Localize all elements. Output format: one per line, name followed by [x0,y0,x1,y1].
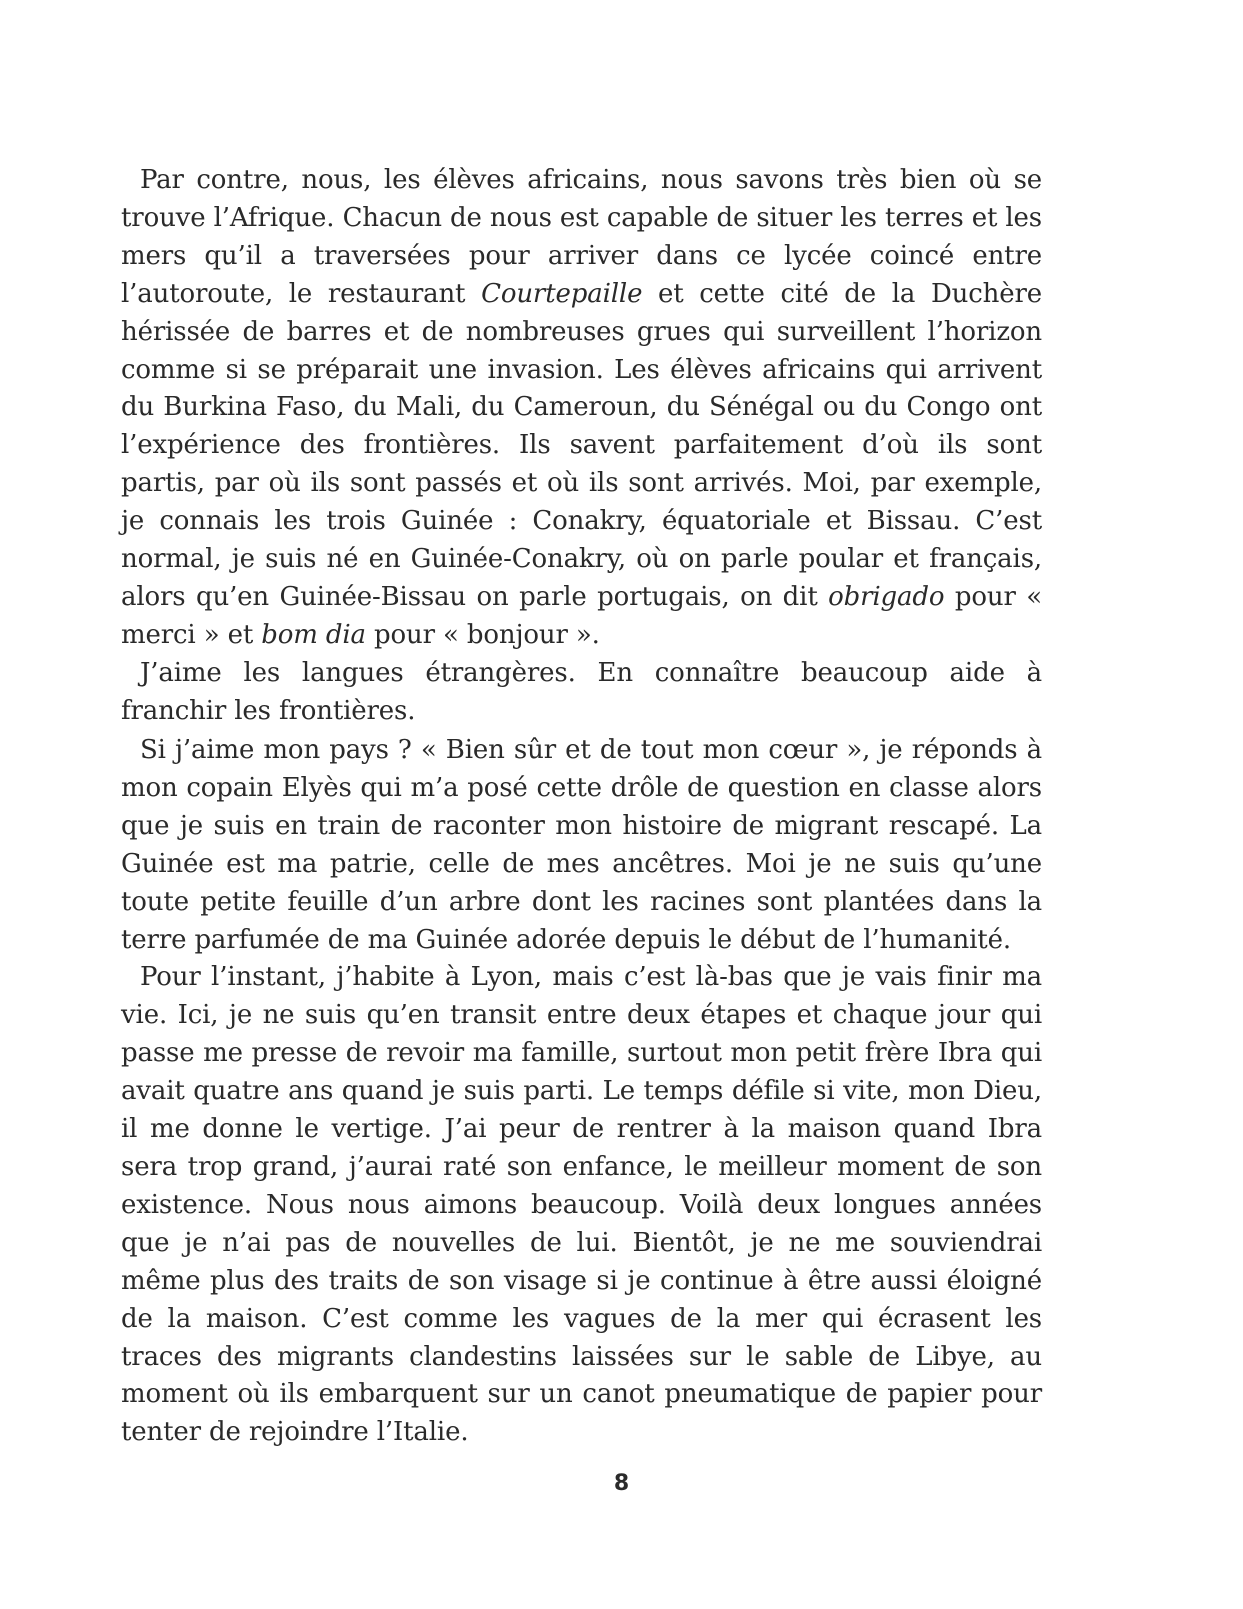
text-section-2 [121,732,1042,1452]
paragraph-text: pour « merci » et [121,581,1043,650]
paragraph: Pour l’instant, j’habite à Lyon, mais c’est là-bas que je vais finir ma vie. Ici, je ne suis qu’en transit entre deux étapes et chaque jour qui passe me presse de revoir ma famille, surtout mon petit frère Ibra qui avait quatre ans quand je suis parti. Le temps défile si vite, mon Dieu, il me donne le vertige. J’ai peur de rentrer à la maison quand Ibra sera trop grand, j’aurai raté son enfance, le meilleur moment de son existence. Nous nous aimons beaucoup. Voilà deux longues années que je n’ai pas de nouvelles de lui. Bientôt, je ne me souviendrai même plus des traits de son visage si je continue à être aussi éloigné de la maison. C’est comme les vagues de la mer qui écrasent les traces des migrants clandestins laissées sur le sable de Libye, au moment où ils embarquent sur un canot pneumatique de papier pour tenter de rejoindre l’Italie. [121,962,1042,1448]
paragraph-text: pour « bonjour ». [365,619,600,650]
page-number: 8 [613,1471,630,1496]
paragraph-text: Par contre, nous, les élèves africains, nous savons très bien où se trouve l’Afrique. Chacun de nous est capable de situer les terres et les mers qu’il a traversées pour arriver dans ce lycée coincé entre l’autoroute, le restaurant [121,165,1042,309]
italic-text: obrigado [828,581,945,612]
paragraph: J’aime les langues étrangères. En connaître beaucoup aide à franchir les frontières. [121,657,1042,726]
paragraph: Si j’aime mon pays ? « Bien sûr et de tout mon cœur », je réponds à mon copain Elyès qui m’a posé cette drôle de question en classe alors que je suis en train de raconter mon histoire de migrant rescapé. La Guinée est ma patrie, celle de mes ancêtres. Moi je ne suis qu’une toute petite feuille d’un arbre dont les racines sont plantées dans la terre parfumée de ma Guinée adorée depuis le début de l’humanité. [121,735,1042,955]
text-section-1 [121,162,1042,731]
italic-text: Courtepaille [481,278,643,309]
italic-text: bom dia [261,619,366,650]
paragraph-text: et cette cité de la Duchère hérissée de barres et de nombreuses grues qui surveillent l’horizon comme si se préparait une invasion. Les élèves africains qui arrivent du Burkina Faso, du Mali, du Cameroun, du Sénégal ou du Congo ont l’expérience des frontières. Ils savent parfaitement d’où ils sont partis, par où ils sont passés et où ils sont arrivés. Moi, par exemple, je connais les trois Guinée : Conakry, équatoriale et Bissau. C’est normal, je suis né en Guinée-Conakry, où on parle poular et français, alors qu’en Guinée-Bissau on parle portugais, on dit [121,278,1042,612]
paragraph [121,162,1042,655]
